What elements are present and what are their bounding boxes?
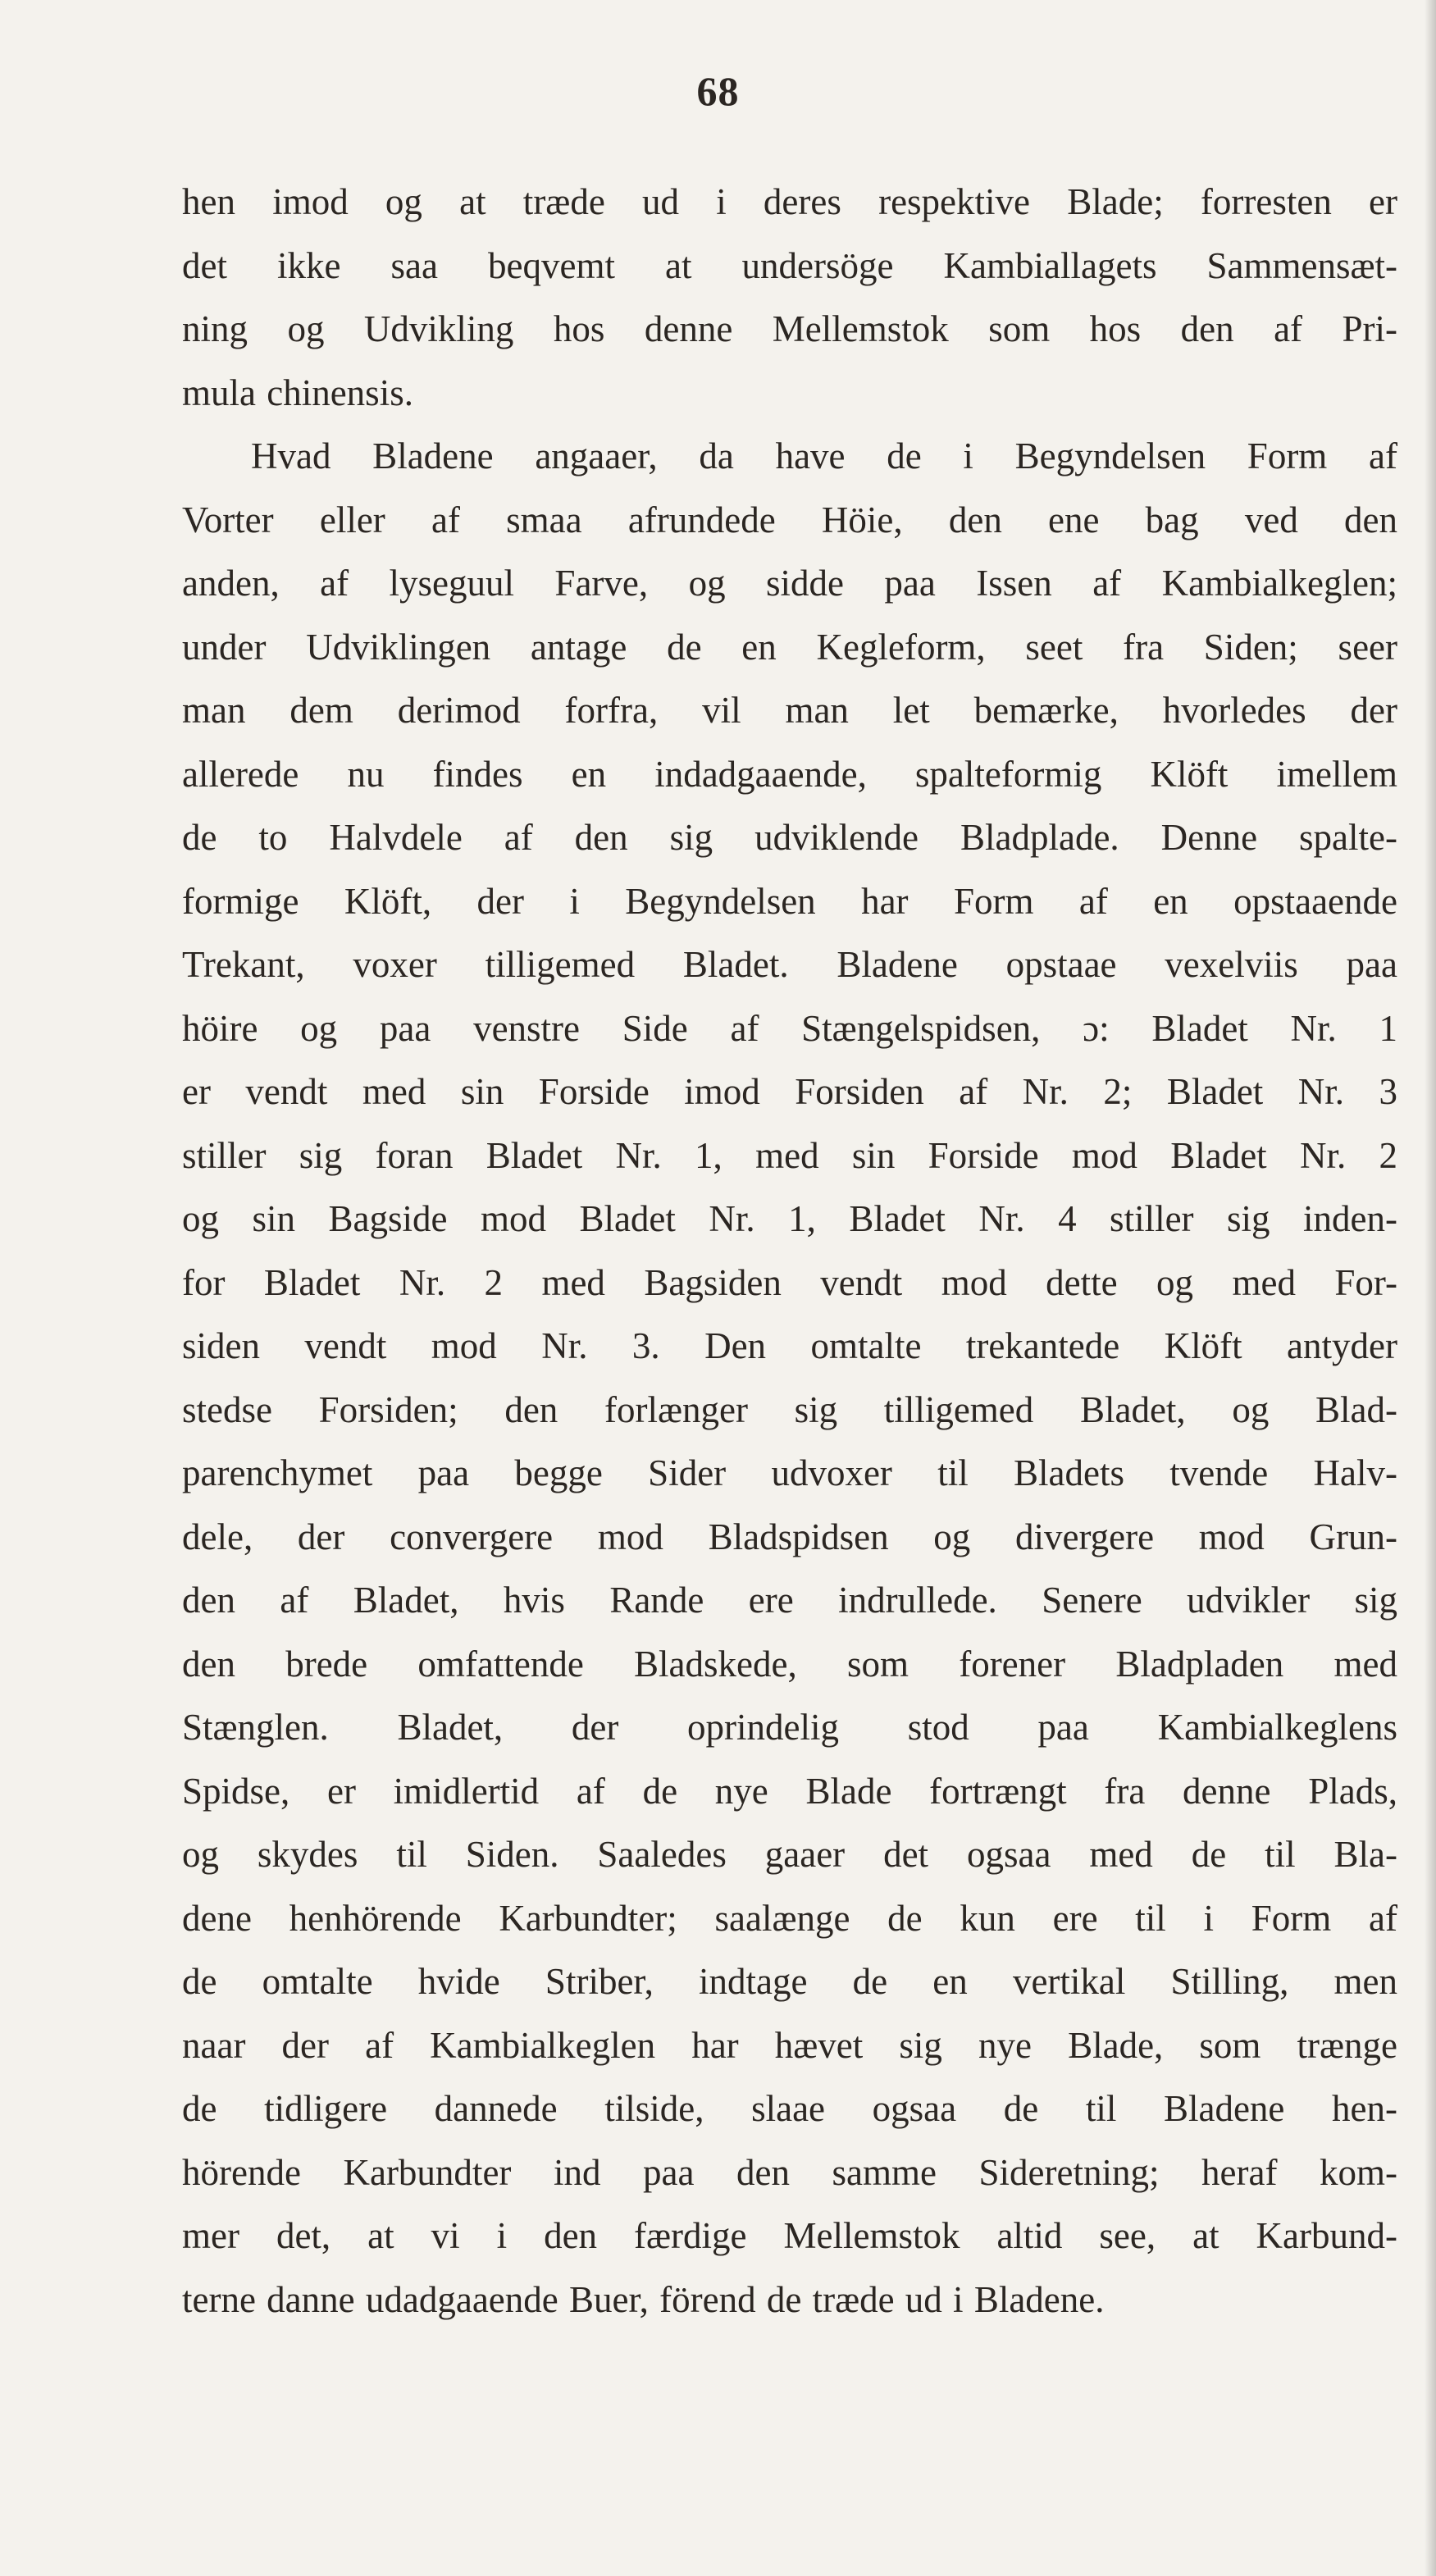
body-text [182, 171, 1397, 2332]
paragraph [182, 171, 1397, 425]
text-line: man dem derimod forfra, vil man let bemærke, hvorledes der [182, 690, 1397, 731]
text-line: hörende Karbundter ind paa den samme Sideretning; heraf kom- [182, 2151, 1397, 2193]
page-number: 68 [696, 68, 740, 114]
page-edge-shadow [1425, 0, 1436, 2576]
text-line: naar der af Kambialkeglen har hævet sig nye Blade, som trænge [182, 2024, 1397, 2066]
text-line: og skydes til Siden. Saaledes gaaer det ogsaa med de til Bla- [182, 1834, 1397, 1875]
text-line: Stænglen. Bladet, der oprindelig stod paa Kambialkeglens [182, 1707, 1397, 1748]
text-line: allerede nu findes en indadgaaende, spalteformig Klöft imellem [182, 753, 1397, 795]
text-line: mula chinensis. [182, 372, 413, 413]
text-line: den brede omfattende Bladskede, som forener Bladpladen med [182, 1643, 1397, 1685]
text-line: stedse Forsiden; den forlænger sig tilligemed Bladet, og Blad- [182, 1388, 1397, 1430]
text-line: höire og paa venstre Side af Stængelspidsen, ɔ: Bladet Nr. 1 [182, 1007, 1397, 1049]
text-line: dene henhörende Karbundter; saalænge de kun ere til i Form af [182, 1897, 1397, 1939]
text-line: terne danne udadgaaende Buer, förend de træde ud i Bladene. [182, 2278, 1105, 2320]
text-line: dele, der convergere mod Bladspidsen og divergere mod Grun- [182, 1516, 1397, 1557]
text-line: for Bladet Nr. 2 med Bagsiden vendt mod dette og med For- [182, 1261, 1397, 1303]
text-line: og sin Bagside mod Bladet Nr. 1, Bladet Nr. 4 stiller sig inden- [182, 1198, 1397, 1239]
text-line: mer det, at vi i den færdige Mellemstok altid see, at Karbund- [182, 2215, 1397, 2256]
text-line: parenchymet paa begge Sider udvoxer til Bladets tvende Halv- [182, 1452, 1397, 1493]
paragraph [182, 425, 1397, 2332]
text-line: siden vendt mod Nr. 3. Den omtalte trekantede Klöft antyder [182, 1325, 1397, 1366]
text-line: anden, af lyseguul Farve, og sidde paa Issen af Kambialkeglen; [182, 563, 1397, 604]
text-line: Trekant, voxer tilligemed Bladet. Bladene opstaae vexelviis paa [182, 944, 1397, 985]
text-line: Vorter eller af smaa afrundede Höie, den ene bag ved den [182, 499, 1397, 540]
text-line: de to Halvdele af den sig udviklende Bladplade. Denne spalte- [182, 817, 1397, 858]
text-line: det ikke saa beqvemt at undersöge Kambiallagets Sammensæt- [182, 244, 1397, 286]
text-line: stiller sig foran Bladet Nr. 1, med sin Forside mod Bladet Nr. 2 [182, 1134, 1397, 1176]
text-line: Hvad Bladene angaaer, da have de i Begyndelsen Form af [251, 435, 1397, 476]
text-line: Spidse, er imidlertid af de nye Blade fortrængt fra denne Plads, [182, 1770, 1397, 1812]
text-line: de omtalte hvide Striber, indtage de en vertikal Stilling, men [182, 1961, 1397, 2002]
text-line: under Udviklingen antage de en Kegleform, seet fra Siden; seer [182, 626, 1397, 668]
text-line: den af Bladet, hvis Rande ere indrullede. Senere udvikler sig [182, 1580, 1397, 1621]
text-line: hen imod og at træde ud i deres respektive Blade; forresten er [182, 181, 1397, 222]
text-line: ning og Udvikling hos denne Mellemstok som hos den af Pri- [182, 308, 1397, 349]
text-line: formige Klöft, der i Begyndelsen har Form af en opstaaende [182, 880, 1397, 922]
text-line: er vendt med sin Forside imod Forsiden af Nr. 2; Bladet Nr. 3 [182, 1071, 1397, 1112]
text-line: de tidligere dannede tilside, slaae ogsaa de til Bladene hen- [182, 2088, 1397, 2129]
